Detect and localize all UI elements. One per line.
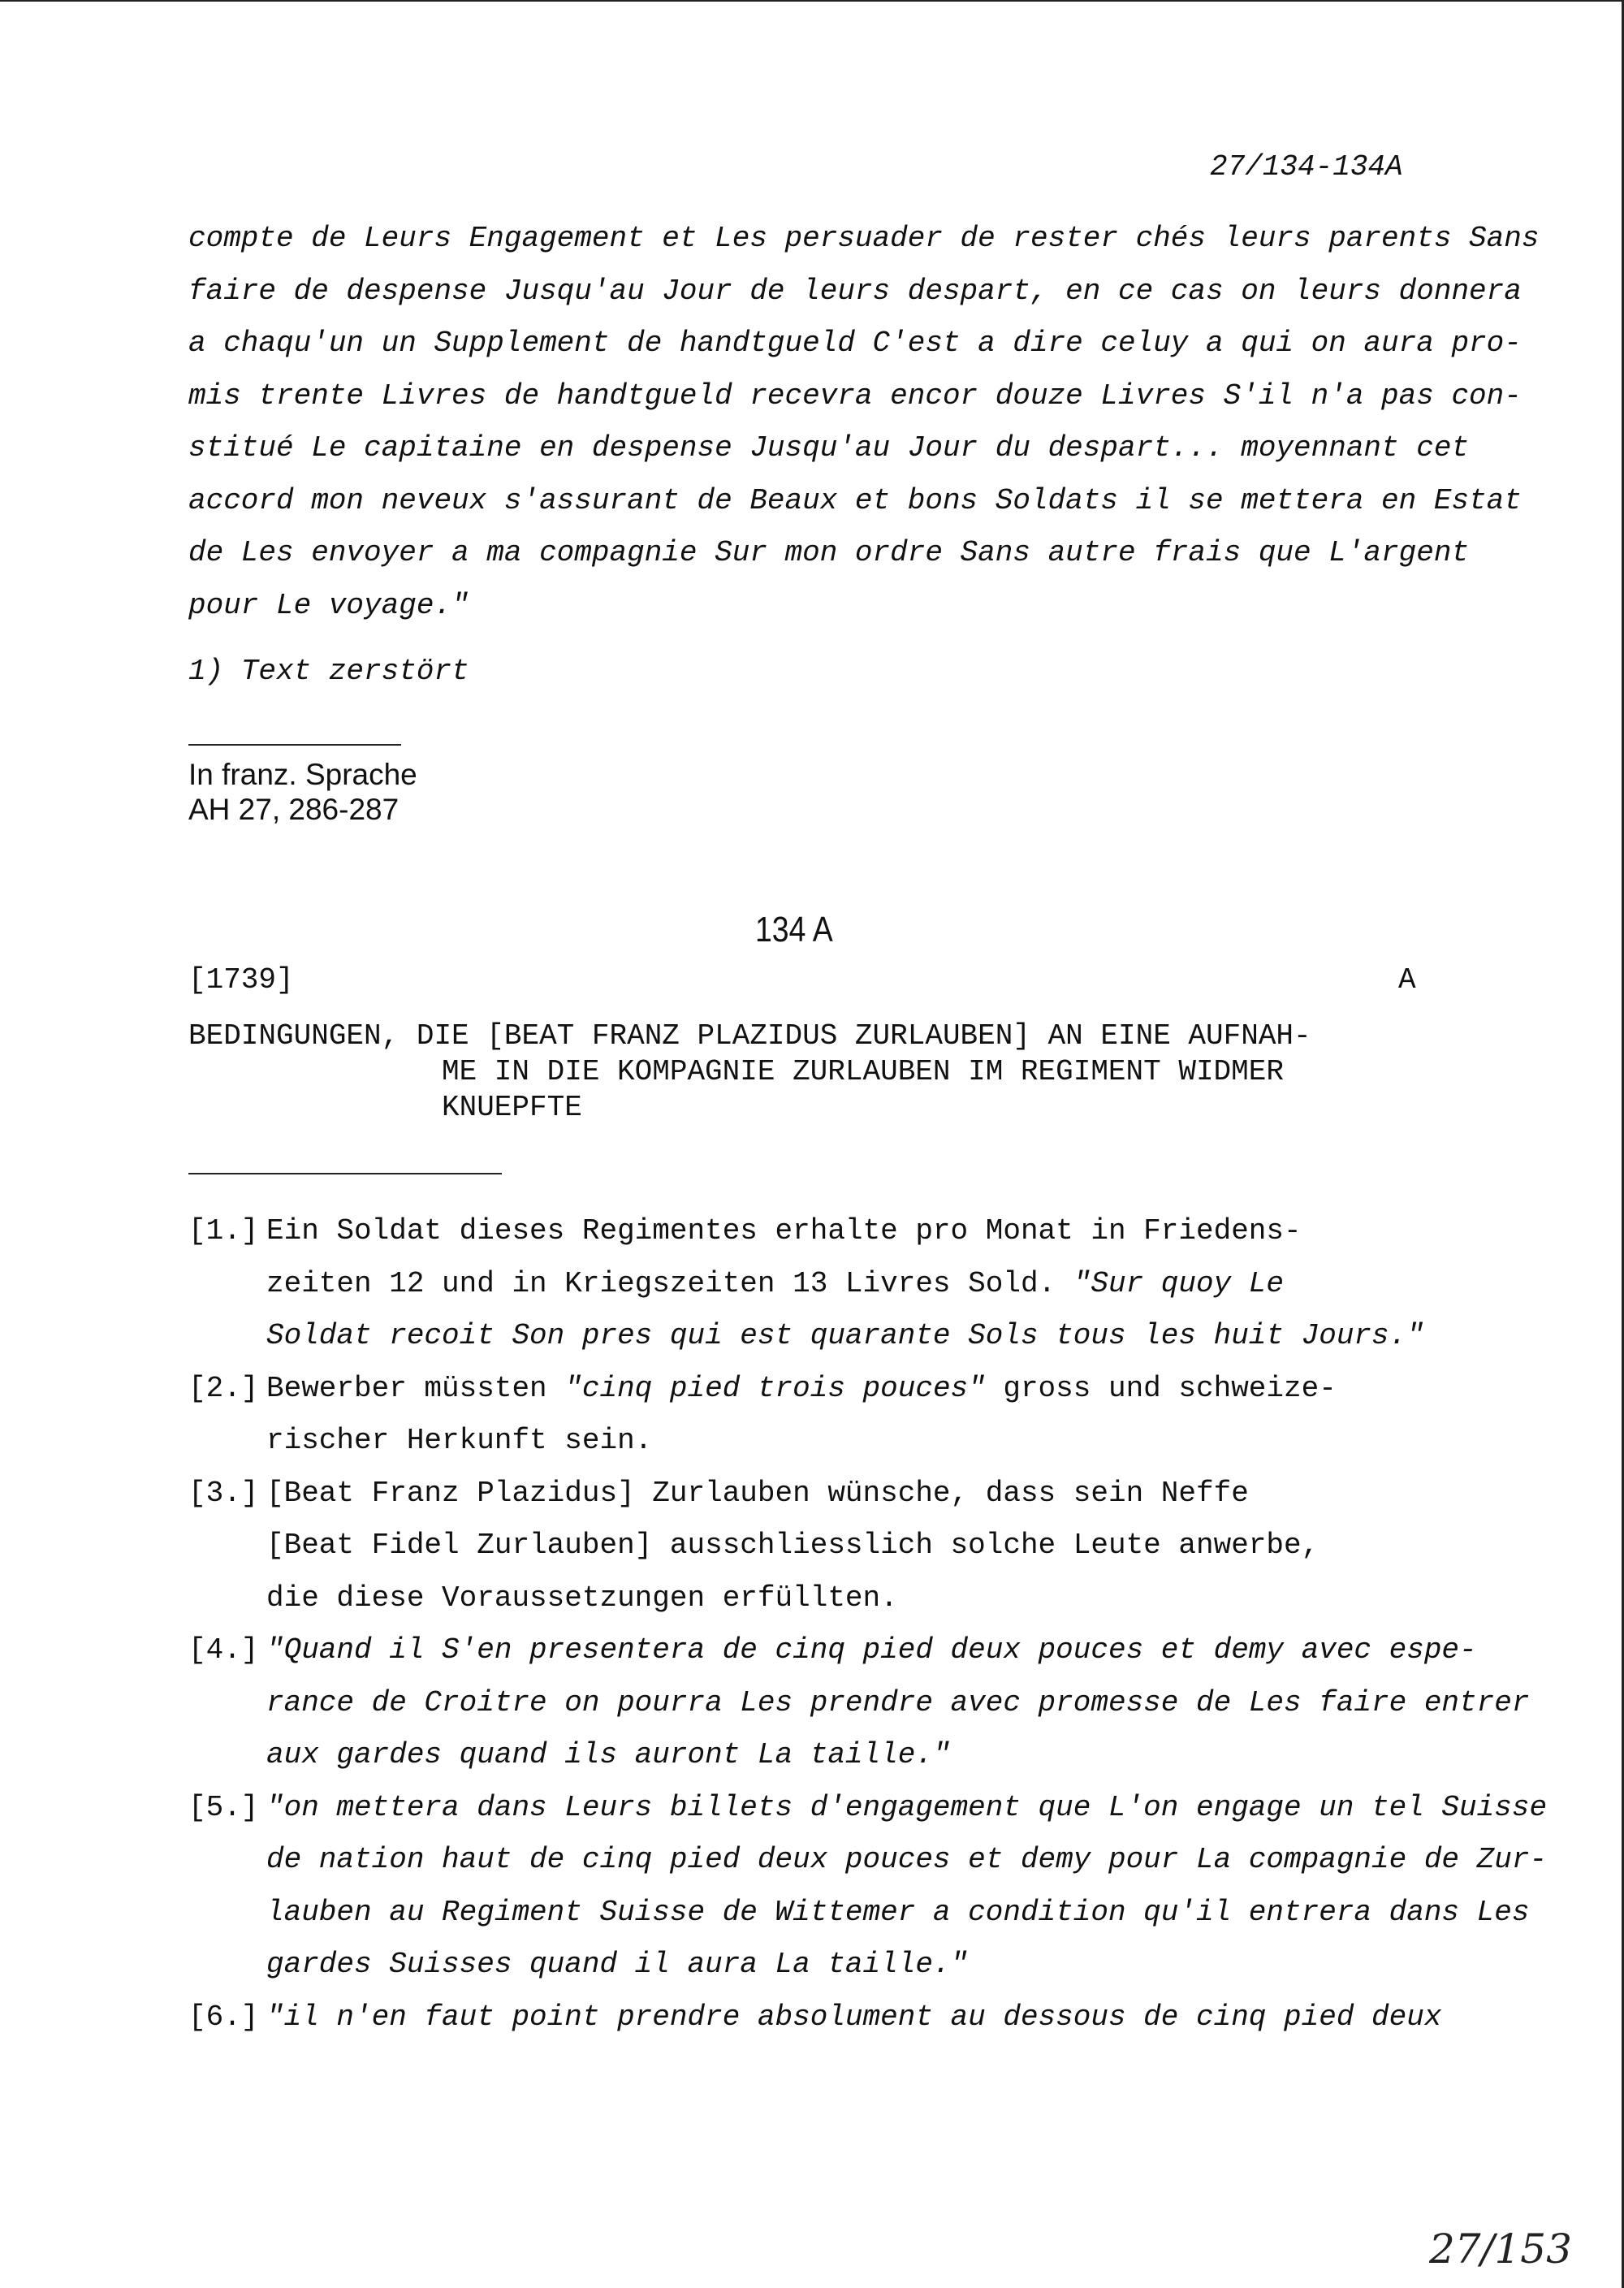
item-quote: rance de Croitre on pourra Les prendre avec promesse de Les faire entrer xyxy=(266,1685,1530,1719)
text-line: a chaqu'un un Supplement de handtgueld C'est a dire celuy a qui on aura pro- xyxy=(188,327,1522,360)
item-quote: de nation haut de cinq pied deux pouces et demy pour La compagnie de Zur- xyxy=(266,1843,1548,1876)
previous-document-text xyxy=(188,213,1540,632)
document-classification: A xyxy=(1398,963,1416,997)
text-line: compte de Leurs Engagement et Les persuader de rester chés leurs parents Sans xyxy=(188,222,1540,255)
list-item xyxy=(188,1205,1455,1363)
handwritten-archive-number: 27/153 xyxy=(1429,2225,1572,2273)
list-item xyxy=(188,1624,1530,1782)
conditions-list xyxy=(188,1205,1548,2044)
title-line: BEDINGUNGEN, DIE [BEAT FRANZ PLAZIDUS ZURLAUBEN] AN EINE AUFNAH- xyxy=(188,1019,1311,1053)
text-line: accord mon neveux s'assurant de Beaux et bons Soldats il se mettera en Estat xyxy=(188,483,1522,517)
source-line: In franz. Sprache xyxy=(188,758,417,791)
footnote: 1) Text zerstört xyxy=(188,655,469,688)
list-item xyxy=(188,1992,1455,2044)
title-line: KNUEPFTE xyxy=(442,1091,582,1124)
item-quote: Soldat recoit Son pres qui est quarante Sols tous les huit Jours." xyxy=(266,1319,1424,1352)
text-line: mis trente Livres de handtgueld recevra encor douze Livres S'il n'a pas con- xyxy=(188,378,1522,413)
text-line: stitué Le capitaine en despense Jusqu'au Jour du despart... moyennant cet xyxy=(188,431,1470,465)
item-number: [5.] xyxy=(188,1790,259,1824)
item-quote: gardes Suisses quand il aura La taille." xyxy=(266,1948,969,1981)
list-item xyxy=(188,1782,1548,1992)
source-line: AH 27, 286-287 xyxy=(188,793,400,826)
item-number: [3.] xyxy=(188,1476,259,1510)
list-item xyxy=(188,1468,1455,1625)
item-text: die diese Voraussetzungen erfüllten. xyxy=(266,1581,898,1615)
item-number: [6.] xyxy=(188,2000,259,2034)
item-quote: aux gardes quand ils auront La taille." xyxy=(266,1738,951,1771)
document-date: [1739] xyxy=(188,963,294,997)
item-number: [2.] xyxy=(188,1371,259,1405)
document-title xyxy=(188,1019,1311,1126)
item-text: Ein Soldat dieses Regimentes erhalte pro Monat in Friedens- xyxy=(266,1214,1302,1248)
source-note xyxy=(188,757,417,827)
text-line: pour Le voyage." xyxy=(188,588,469,622)
item-text: [Beat Fidel Zurlauben] ausschliesslich solche Leute anwerbe, xyxy=(266,1529,1320,1562)
item-quote: "on mettera dans Leurs billets d'engagement que L'on engage un tel Suisse xyxy=(266,1790,1548,1824)
document-number: 134 A xyxy=(755,910,833,949)
item-quote: "Quand il S'en presentera de cinq pied deux pouces et demy avec espe- xyxy=(266,1633,1477,1667)
title-line: ME IN DIE KOMPAGNIE ZURLAUBEN IM REGIMENT WIDMER xyxy=(442,1055,1284,1088)
text-line: faire de despense Jusqu'au Jour de leurs despart, en ce cas on leurs donnera xyxy=(188,274,1522,308)
item-text: gross und schweize- xyxy=(985,1371,1337,1405)
item-number: [1.] xyxy=(188,1214,259,1248)
text-line: de Les envoyer a ma compagnie Sur mon ordre Sans autre frais que L'argent xyxy=(188,536,1470,569)
item-quote: "il n'en faut point prendre absolument au dessous de cinq pied deux xyxy=(266,2000,1442,2034)
item-number: [4.] xyxy=(188,1633,259,1667)
list-item xyxy=(188,1363,1455,1468)
item-text: rischer Herkunft sein. xyxy=(266,1424,653,1457)
item-text: zeiten 12 und in Kriegszeiten 13 Livres Sold. xyxy=(266,1266,1073,1300)
item-quote: lauben au Regiment Suisse de Wittemer a condition qu'il entrera dans Les xyxy=(266,1895,1530,1929)
source-divider xyxy=(188,744,401,746)
item-quote: "cinq pied trois pouces" xyxy=(564,1371,986,1405)
page-reference: 27/134-134A xyxy=(1210,150,1403,184)
title-divider xyxy=(188,1173,502,1174)
item-text: Bewerber müssten xyxy=(266,1371,565,1405)
item-text: [Beat Franz Plazidus] Zurlauben wünsche, dass sein Neffe xyxy=(266,1476,1249,1510)
item-quote: "Sur quoy Le xyxy=(1073,1266,1285,1300)
page-top-edge xyxy=(0,0,1624,2)
